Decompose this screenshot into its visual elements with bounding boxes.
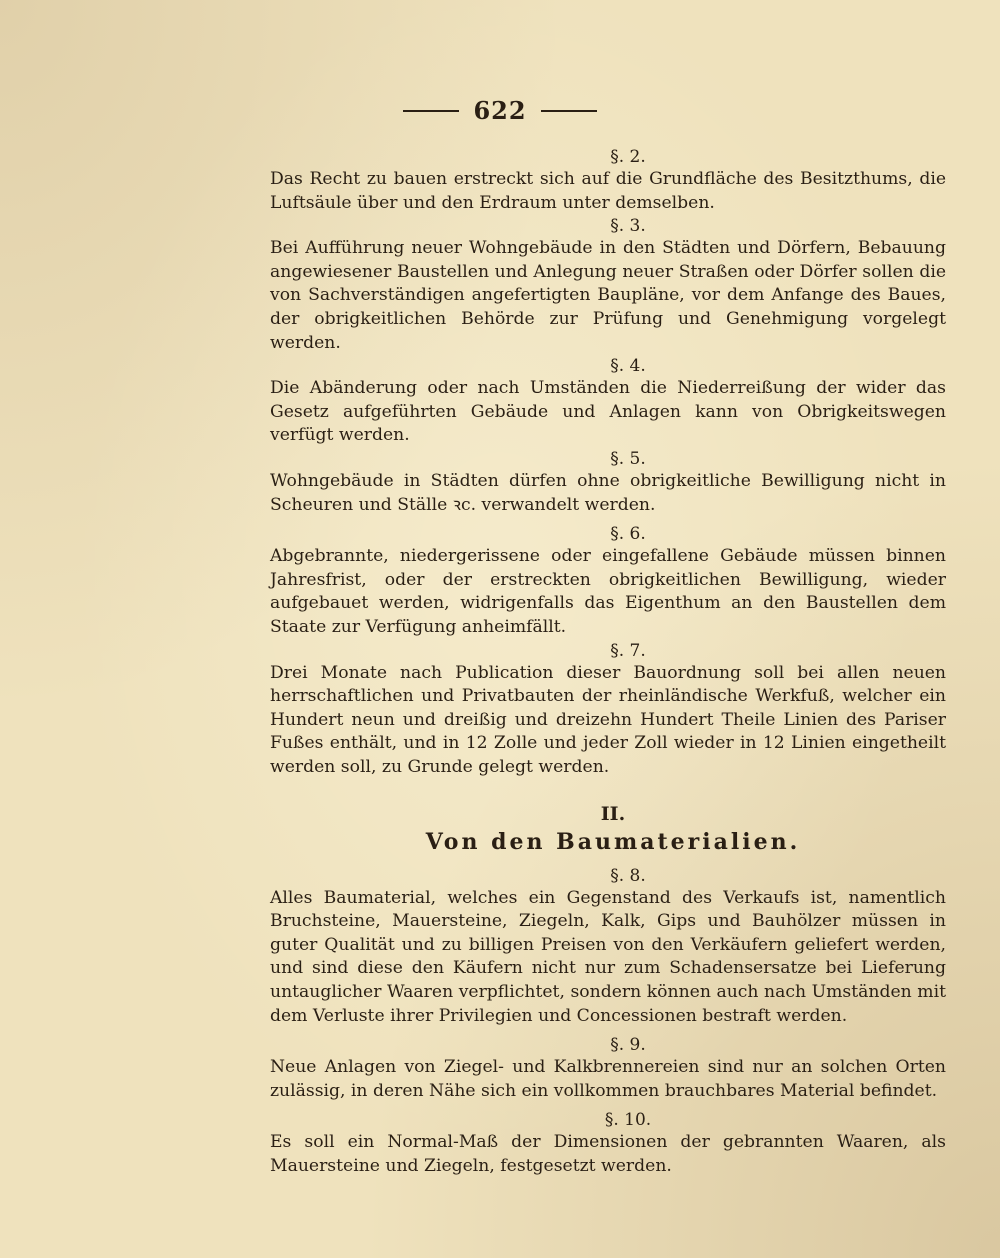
section-number: §. 7. — [610, 640, 646, 661]
paragraph: Es soll ein Normal-Maß der Dimensionen der gebrannten Waaren, als Mauersteine und Ziegeln, festgesetzt werden. — [270, 1132, 946, 1176]
section-number: §. 3. — [610, 216, 646, 237]
paragraph: Wohngebäude in Städten dürfen ohne obrigkeitliche Bewilligung nicht in Scheuren und Ställe ꝛc. verwandelt werden. — [270, 470, 946, 515]
paragraph: Die Abänderung oder nach Umständen die Niederreißung der wider das Gesetz aufgeführten Gebäude und Anlagen kann von Obrigkeitswegen verfügt werden. — [270, 378, 946, 446]
paragraph: Abgebrannte, niedergerissene oder eingefallene Gebäude müssen binnen Jahresfrist, oder der erstreckten obrigkeitlichen Bewilligung, wieder aufgebauet werden, widrigenfalls das Eigenthum an den Baustellen dem Staate zur Verfügung anheimfällt. — [270, 546, 946, 637]
paragraph: Neue Anlagen von Ziegel- und Kalkbrennereien sind nur an solchen Orten zulässig, in deren Nähe sich ein vollkommen brauchbares Material befindet. — [270, 1057, 946, 1101]
chapter-title: Von den Baumaterialien. — [425, 829, 801, 856]
paragraph: Bei Aufführung neuer Wohngebäude in den Städten und Dörfern, Bebauung angewiesener Baustellen und Anlegung neuer Straßen oder Dörfer sollen die von Sachverständigen angefertigten Baupläne, vor dem Anfange des Baues, der obrigkeitlichen Behörde zur Prüfung und Genehmigung vorgelegt werden. — [270, 238, 946, 353]
page-number: 622 — [473, 96, 527, 125]
section-number: §. 5. — [610, 448, 646, 469]
paragraph: Drei Monate nach Publication dieser Bauordnung soll bei allen neuen herrschaftlichen und Privatbauten der rheinländische Werkfuß, welcher ein Hundert neun und dreißig und dreizehn Hundert Theile Linien des Pariser Fußes enthält, und in 12 Zolle und jeder Zoll wieder in 12 Linien eingetheilt werden soll, zu Grunde gelegt werden. — [270, 662, 946, 777]
section-number: §. 2. — [610, 147, 646, 167]
paragraph: Alles Baumaterial, welches ein Gegenstand des Verkaufs ist, namentlich Bruchsteine, Mauersteine, Ziegeln, Kalk, Gips und Bauhölzer müssen in guter Qualität und zu billigen Preisen von den Verkäufern geliefert werden, und sind diese den Käufern nicht nur zum Schadensersatze bei Lieferung untauglicher Waaren verpflichtet, sondern können auch nach Umständen mit dem Verluste ihrer Privilegien und Concessionen bestraft werden. — [270, 887, 946, 1026]
page-header — [0, 96, 1000, 125]
paragraph: Das Recht zu bauen erstreckt sich auf die Grundfläche des Besitzthums, die Luftsäule über und den Erdraum unter demselben. — [270, 169, 946, 213]
header-rule-left — [403, 110, 459, 112]
header-rule-right — [541, 110, 597, 112]
section-number: §. 6. — [610, 524, 646, 545]
body-text — [270, 146, 946, 1179]
chapter-number: II. — [600, 803, 626, 826]
section-number: §. 4. — [610, 356, 646, 377]
section-number: §. 10. — [604, 1110, 652, 1131]
section-number: §. 9. — [610, 1035, 646, 1056]
section-number: §. 8. — [610, 865, 646, 886]
